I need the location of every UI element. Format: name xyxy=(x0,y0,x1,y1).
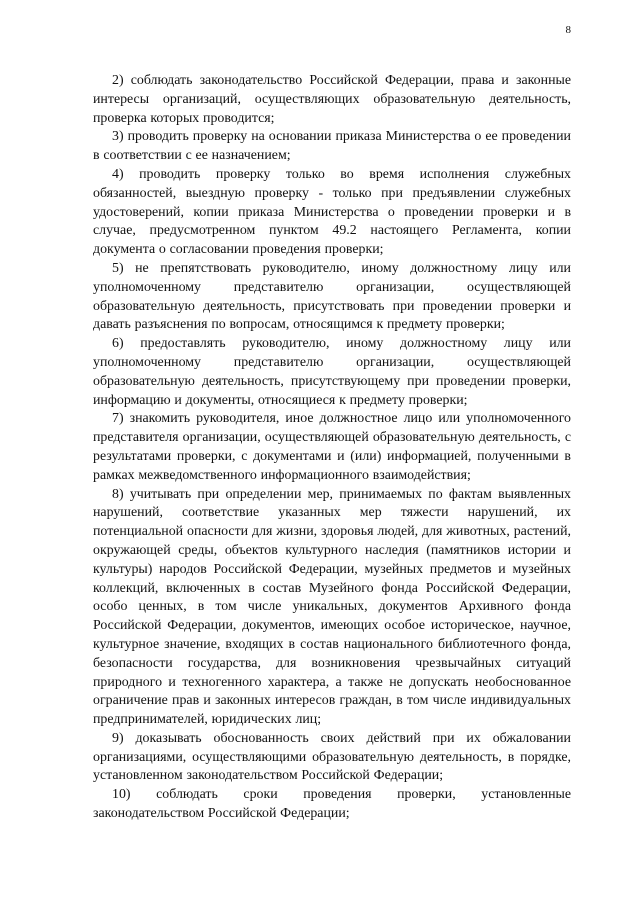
paragraph-item-7: 7) знакомить руководителя, иное должностное лицо или уполномоченного представителя организации, осуществляющей образовательную деятельность, с результатами проверки, с документами и (или) информацией, полученными в рамках межведомственного информационного взаимодействия; xyxy=(93,411,571,483)
page-number: 8 xyxy=(565,24,571,36)
document-body xyxy=(93,72,571,824)
paragraph-item-2: 2) соблюдать законодательство Российской Федерации, права и законные интересы организаций, осуществляющих образовательную деятельность, проверка которых проводится; xyxy=(93,73,571,126)
paragraph-item-5: 5) не препятствовать руководителю, иному должностному лицу или уполномоченному представителю организации, осуществляющей образовательную деятельность, присутствовать при проведении проверки и давать разъяснения по вопросам, относящимся к предмету проверки; xyxy=(93,260,571,333)
paragraph-item-3: 3) проводить проверку на основании приказа Министерства о ее проведении в соответствии с ее назначением; xyxy=(93,129,571,164)
paragraph-item-9: 9) доказывать обоснованность своих действий при их обжаловании организациями, осуществляющими образовательную деятельность, в порядке, установленном законодательством Российской Федерации; xyxy=(93,730,571,784)
paragraph-item-10: 10) соблюдать сроки проведения проверки, установленные законодательством Российской Федерации; xyxy=(93,787,571,822)
paragraph-item-6: 6) предоставлять руководителю, иному должностному лицу или уполномоченному представителю организации, осуществляющей образовательную деятельность, присутствующему при проведении проверки, информацию и документы, относящиеся к предмету проверки; xyxy=(93,336,571,408)
paragraph-item-8: 8) учитывать при определении мер, принимаемых по фактам выявленных нарушений, соответствие указанных мер тяжести нарушений, их потенциальной опасности для жизни, здоровья людей, для животных, растений, окружающей среды, объектов культурного наследия (памятников истории и культуры) народов Российской Федерации, музейных предметов и музейных коллекций, включенных в состав Музейного фонда Российской Федерации, особо ценных, в том числе уникальных, документов Архивного фонда Российской Федерации, документов, имеющих особое историческое, научное, культурное значение, входящих в состав национального библиотечного фонда, безопасности государства, для возникновения чрезвычайных ситуаций природного и техногенного характера, а также не допускать необоснованное ограничение прав и законных интересов граждан, в том числе индивидуальных предпринимателей, юридических лиц; xyxy=(93,486,571,728)
paragraph-item-4: 4) проводить проверку только во время исполнения служебных обязанностей, выездную проверку - только при предъявлении служебных удостоверений, копии приказа Министерства о проведении проверки и в случае, предусмотренном пунктом 49.2 настоящего Регламента, копии документа о согласовании проведения проверки; xyxy=(93,166,571,258)
